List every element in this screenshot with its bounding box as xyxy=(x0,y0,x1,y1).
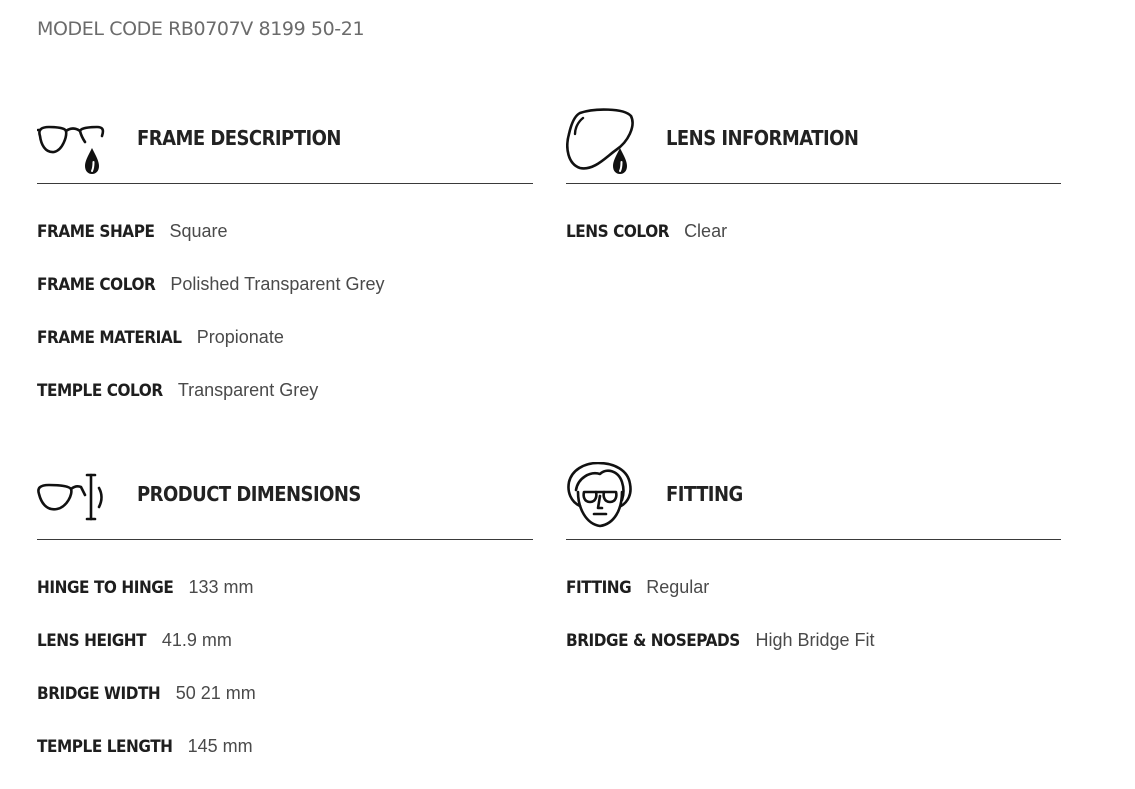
frame-drop-icon xyxy=(37,106,107,176)
model-code: MODEL CODE RB0707V 8199 50-21 xyxy=(37,18,365,40)
spec-label: BRIDGE & NOSEPADS xyxy=(566,631,740,651)
spec-row xyxy=(37,630,256,683)
spec-row xyxy=(37,221,384,274)
lens-drop-icon xyxy=(566,106,636,176)
section-header xyxy=(37,460,533,540)
spec-value: Polished Transparent Grey xyxy=(170,274,385,294)
spec-row xyxy=(566,630,875,683)
spec-value: 50 21 mm xyxy=(175,683,256,703)
face-glasses-icon xyxy=(566,462,636,532)
spec-list xyxy=(37,221,384,433)
spec-value: Regular xyxy=(646,577,710,597)
spec-row xyxy=(37,736,256,789)
frame-description-section xyxy=(37,104,533,401)
spec-value: 133 mm xyxy=(188,577,254,597)
section-title: PRODUCT DIMENSIONS xyxy=(137,482,361,506)
spec-value: High Bridge Fit xyxy=(755,630,875,650)
spec-value: 41.9 mm xyxy=(161,630,232,650)
product-dimensions-section xyxy=(37,460,533,757)
spec-row xyxy=(37,683,256,736)
spec-row xyxy=(566,577,875,630)
fitting-section xyxy=(566,460,1061,651)
spec-row xyxy=(37,380,384,433)
spec-label: HINGE TO HINGE xyxy=(37,578,174,598)
spec-label: BRIDGE WIDTH xyxy=(37,684,161,704)
spec-row xyxy=(37,327,384,380)
spec-label: FITTING xyxy=(566,578,632,598)
section-header xyxy=(566,460,1061,540)
section-title: LENS INFORMATION xyxy=(666,126,859,150)
spec-label: TEMPLE COLOR xyxy=(37,381,163,401)
spec-row xyxy=(566,221,727,274)
spec-list xyxy=(37,577,256,789)
section-title: FITTING xyxy=(666,482,743,506)
spec-value: Transparent Grey xyxy=(177,380,319,400)
spec-row xyxy=(37,577,256,630)
spec-value: Propionate xyxy=(196,327,284,347)
spec-list xyxy=(566,221,727,274)
spec-value: Clear xyxy=(684,221,728,241)
lens-information-section xyxy=(566,104,1061,242)
spec-label: LENS COLOR xyxy=(566,222,670,242)
section-header xyxy=(37,104,533,184)
spec-row xyxy=(37,274,384,327)
glasses-measure-icon xyxy=(37,462,107,532)
spec-label: FRAME COLOR xyxy=(37,275,156,295)
spec-label: FRAME MATERIAL xyxy=(37,328,182,348)
spec-value: Square xyxy=(169,221,228,241)
spec-list xyxy=(566,577,875,683)
spec-label: TEMPLE LENGTH xyxy=(37,737,173,757)
spec-value: 145 mm xyxy=(187,736,253,756)
spec-label: FRAME SHAPE xyxy=(37,222,155,242)
section-header xyxy=(566,104,1061,184)
spec-label: LENS HEIGHT xyxy=(37,631,147,651)
section-title: FRAME DESCRIPTION xyxy=(137,126,341,150)
